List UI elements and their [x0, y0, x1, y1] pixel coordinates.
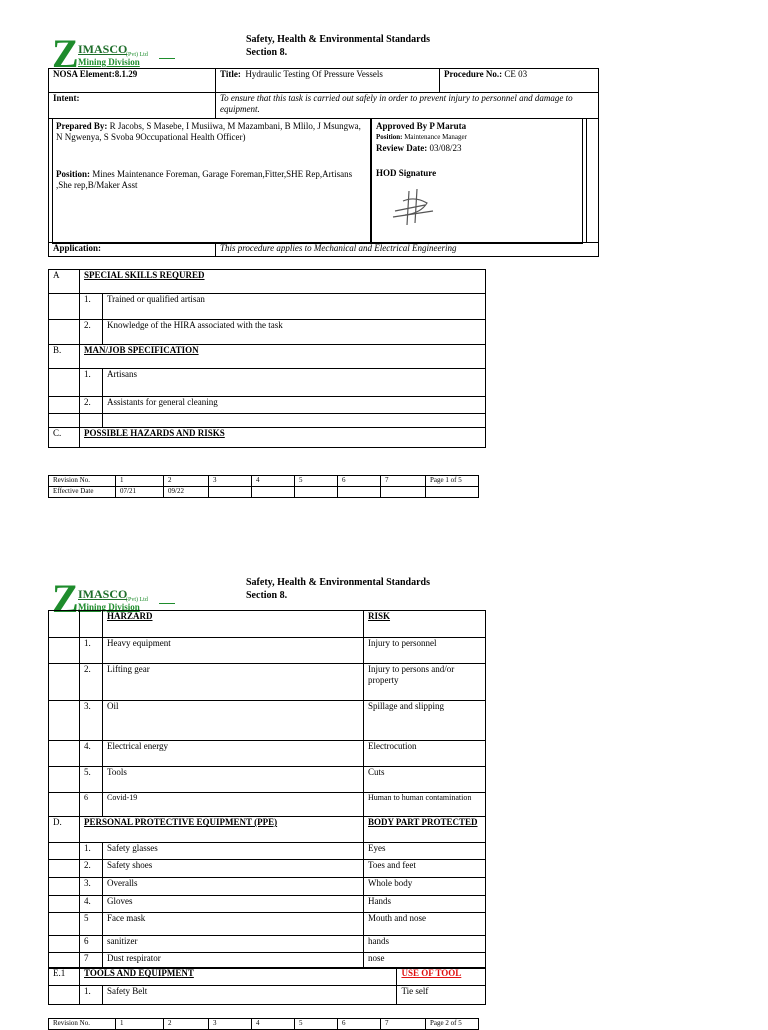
logo-division: Mining Division: [78, 57, 140, 67]
section-a-title: SPECIAL SKILLS REQURED: [80, 270, 486, 294]
document-header-title-page2: Safety, Health & Environmental Standards: [246, 577, 430, 588]
table-row: Lifting gear: [103, 664, 364, 701]
application-label: Application:: [49, 243, 216, 257]
body-part-header: BODY PART PROTECTED: [364, 817, 486, 843]
signature-image: [385, 181, 445, 229]
prepared-by-box: Prepared By: R Jacobs, S Masebe, I Musiiwa, M Mazambani, B Mlilo, J Msungwa, N Ngwenya, S Svoba 9Occupational Health Officer) Position: Mines Maintenance Foreman, Garage Foreman,Fitter,SHE Rep,Artisans ,She rep,B/Maker Asst: [52, 118, 372, 244]
document-header-section-page2: Section 8.: [246, 590, 288, 601]
use-of-tool-header: USE OF TOOL: [397, 968, 486, 986]
section-c-title: POSSIBLE HAZARDS AND RISKS: [80, 428, 486, 448]
hazard-header: HARZARD: [103, 611, 364, 638]
list-item: Artisans: [103, 369, 486, 397]
table-row: Face mask: [103, 913, 364, 936]
procedure-title: Title: Hydraulic Testing Of Pressure Vessels: [216, 69, 440, 93]
intent-label: Intent:: [49, 93, 216, 119]
approved-by-box: Approved By P Maruta Position: Maintenance Manager Review Date: 03/08/23 HOD Signature: [370, 118, 583, 244]
table-row: Overalls: [103, 878, 364, 896]
list-item: Assistants for general cleaning: [103, 397, 486, 414]
table-row: sanitizer: [103, 936, 364, 953]
review-date: 03/08/23: [429, 143, 462, 153]
company-logo-page2: Z IMASCO (Pvt) Ltd Mining Division: [52, 583, 182, 613]
application-value: This procedure applies to Mechanical and Electrical Engineering: [216, 243, 599, 257]
logo-z: Z: [52, 31, 79, 76]
prepared-positions: Mines Maintenance Foreman, Garage Foreman,Fitter,SHE Rep,Artisans ,She rep,B/Maker Asst: [56, 169, 353, 190]
table-row: Safety Belt: [103, 986, 397, 1005]
approved-position: Maintenance Manager: [404, 133, 467, 141]
table-row: Heavy equipment: [103, 638, 364, 664]
section-d-title: PERSONAL PROTECTIVE EQUIPMENT (PPE): [80, 817, 364, 843]
hod-signature-label: HOD Signature: [376, 168, 437, 178]
table-row: Gloves: [103, 896, 364, 913]
intent-value: To ensure that this task is carried out safely in order to prevent injury to personnel and damage to equipment.: [216, 93, 599, 119]
section-e-letter: E.1: [49, 968, 80, 986]
document-header-title: Safety, Health & Environmental Standards: [246, 34, 430, 45]
page-number-2: Page 2 of 5: [426, 1019, 479, 1030]
tools-equipment-table: E.1 TOOLS AND EQUIPMENT USE OF TOOL 1. Safety Belt Tie self: [48, 967, 486, 1005]
revision-table-page2: Revision No. 1 2 3 4 5 6 7 Page 2 of 5: [48, 1018, 479, 1030]
table-row: Covid-19: [103, 793, 364, 817]
table-row: Safety glasses: [103, 843, 364, 860]
table-row: Electrical energy: [103, 741, 364, 767]
table-row: Oil: [103, 701, 364, 741]
skills-section-table: A SPECIAL SKILLS REQURED 1. Trained or qualified artisan 2. Knowledge of the HIRA associated with the task B. MAN/JOB SPECIFICATION 1. Artisans 2. Assistants for general cleaning C. POSSIBLE HAZARDS AND RISKS: [48, 269, 486, 448]
section-c-letter: C.: [49, 428, 80, 448]
logo-pvt: (Pvt) Ltd: [126, 52, 148, 58]
list-item: Knowledge of the HIRA associated with the task: [103, 320, 486, 345]
list-item: Trained or qualified artisan: [103, 294, 486, 320]
section-b-letter: B.: [49, 345, 80, 369]
table-row: Tools: [103, 767, 364, 793]
document-header-section: Section 8.: [246, 47, 288, 58]
section-d-letter: D.: [49, 817, 80, 843]
section-e-title: TOOLS AND EQUIPMENT: [80, 968, 397, 986]
revision-table-page1: Revision No. 1 2 3 4 5 6 7 Page 1 of 5 Effective Date 07/21 09/22: [48, 475, 479, 498]
approved-by: Approved By P Maruta: [376, 121, 467, 131]
prepared-by-names: R Jacobs, S Masebe, I Musiiwa, M Mazambani, B Mlilo, J Msungwa, N Ngwenya, S Svoba 9Occupational Health Officer): [56, 121, 361, 142]
table-row: Safety shoes: [103, 860, 364, 878]
section-a-letter: A: [49, 270, 80, 294]
procedure-number: Procedure No.: CE 03: [440, 69, 599, 93]
logo-imasco: IMASCO: [78, 42, 128, 56]
table-row: Dust respirator: [103, 953, 364, 969]
hazard-risk-table: HARZARD RISK 1. Heavy equipment Injury to personnel 2. Lifting gear Injury to persons and/or property 3. Oil Spillage and slipping 4. Electrical energy Electrocution 5. Tools Cuts 6 Covid-19 Human to human contamination D. PERSONAL PROTECTIVE EQUIPMENT (PPE) BODY PART PROTECTED 1. Safety glasses Eyes 2. Safety shoes Toes and feet 3. Overalls Whole body 4. Gloves Hands 5 Face mask Mouth and nose 6 sanitizer hands 7 Dust respirator nose: [48, 610, 486, 969]
nosa-element: NOSA Element:8.1.29: [49, 69, 216, 93]
risk-header: RISK: [364, 611, 486, 638]
section-b-title: MAN/JOB SPECIFICATION: [80, 345, 486, 369]
page-number: Page 1 of 5: [426, 476, 479, 487]
